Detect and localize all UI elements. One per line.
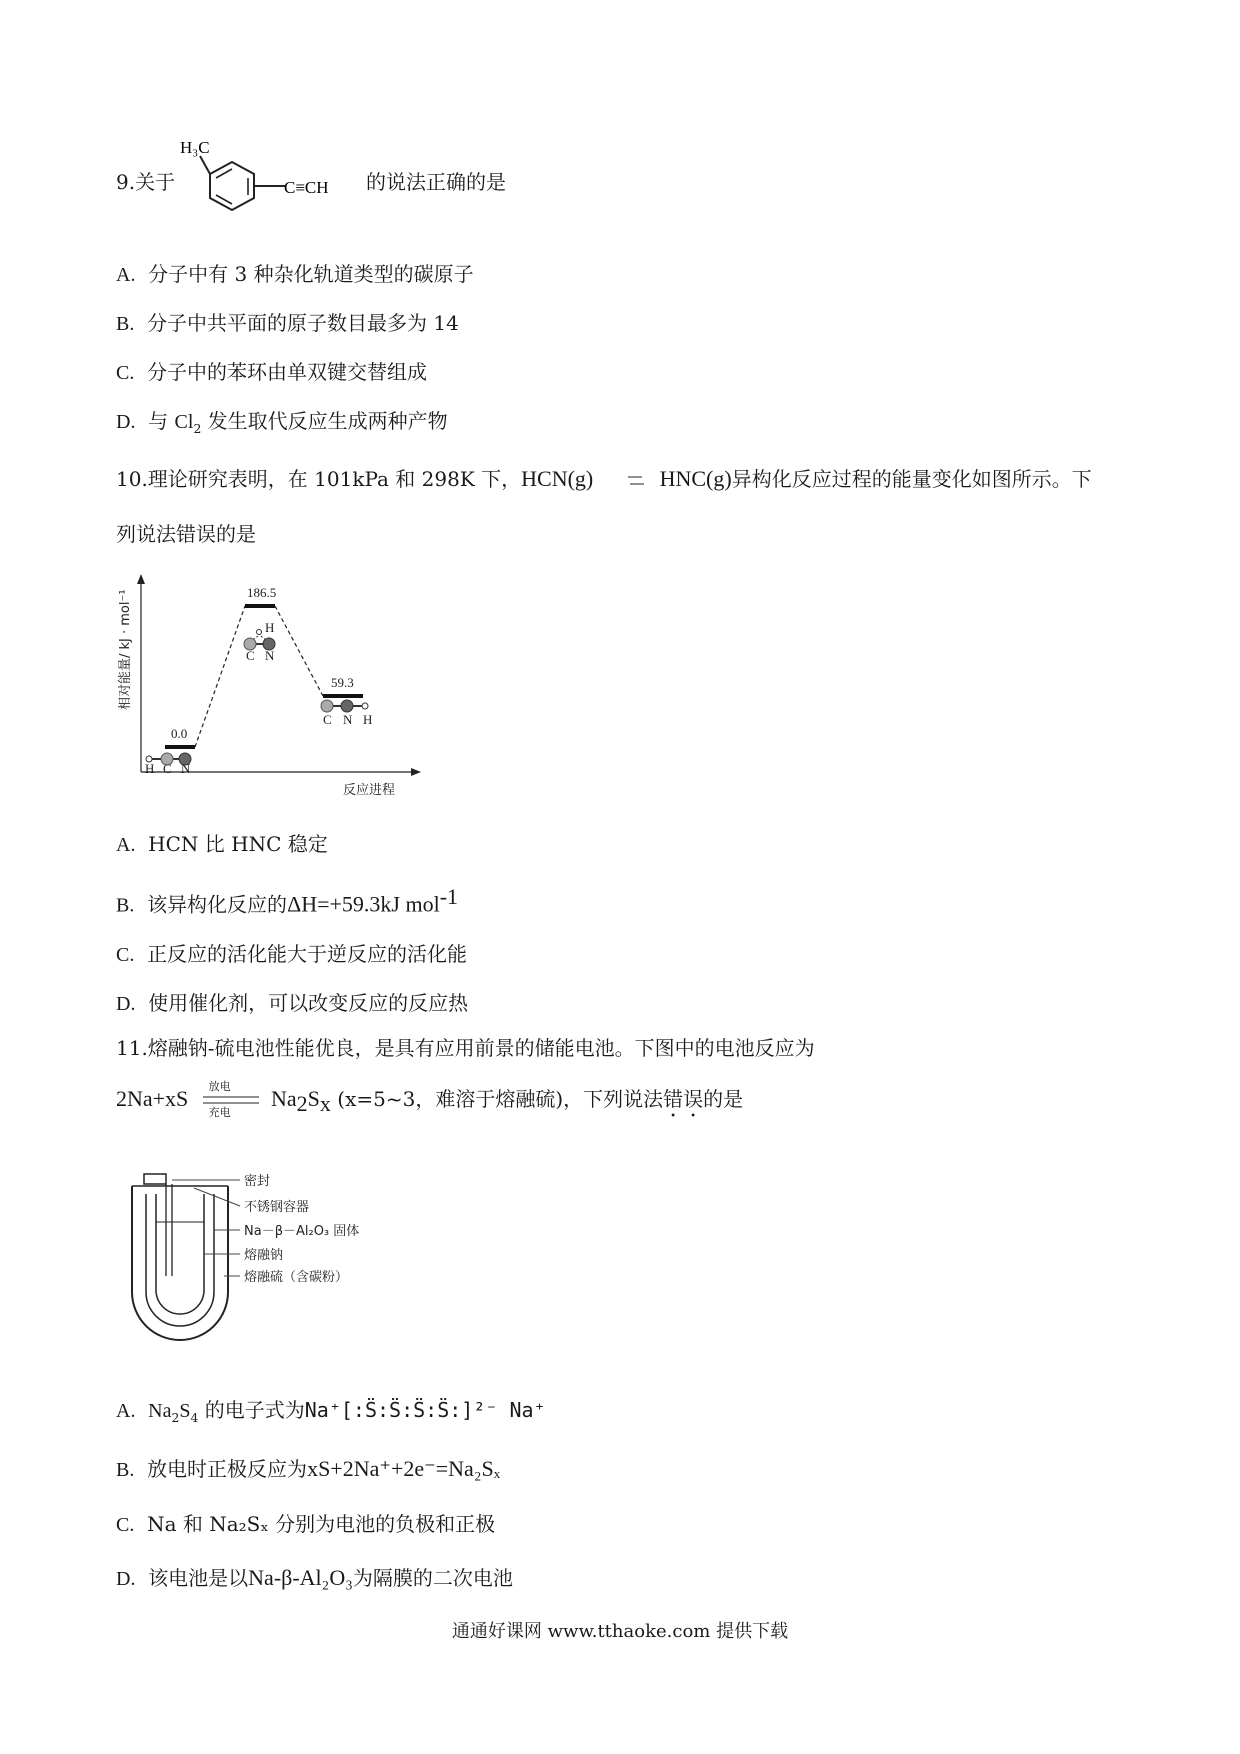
label-molten-sodium: 熔融钠 — [244, 1248, 284, 1263]
q11-stem-line1: 11.熔融钠-硫电池性能优良，是具有应用前景的储能电池。下图中的电池反应为 — [116, 1036, 815, 1060]
atom-label: C — [163, 761, 172, 776]
atom-label: H — [145, 761, 155, 776]
q10-option-b: B. 该异构化反应的ΔH=+59.3kJ mol$^{-1}$ — [116, 884, 459, 917]
q11-option-d: D. 该电池是以Na-β-Al₂O₃为隔膜的二次电池 — [116, 1565, 513, 1590]
q9-option-b: B. 分子中共平面的原子数目最多为 14 — [116, 311, 459, 335]
atom-n — [341, 700, 353, 712]
atom-label: C — [323, 712, 332, 727]
q9-option-c: C. 分子中的苯环由单双键交替组成 — [116, 360, 428, 384]
x-axis-label: 反应进程 — [343, 783, 396, 798]
x-axis-arrow-icon — [411, 768, 421, 776]
y-axis-arrow-icon — [137, 574, 145, 584]
leader-line — [194, 1188, 240, 1206]
page-footer: 通通好课网 www.tthaoke.com 提供下载 — [451, 1621, 789, 1642]
level-value-label: 59.3 — [331, 675, 354, 690]
q10-option-c: C. 正反应的活化能大于逆反应的活化能 — [116, 942, 468, 966]
q9-number: 9.关于 — [116, 170, 176, 194]
y-axis-label: 相对能量/ kJ · mol⁻¹ — [118, 589, 133, 710]
q11-battery-diagram — [130, 1172, 430, 1342]
seal-cap — [144, 1174, 166, 1184]
sodium-tube — [156, 1194, 204, 1314]
label-beta-alumina: Na－β－Al₂O₃ 固体 — [244, 1224, 360, 1239]
atom-h — [362, 703, 368, 709]
reversible-arrow-icon — [201, 1094, 261, 1106]
label-seal: 密封 — [244, 1174, 271, 1189]
atom-c — [321, 700, 333, 712]
q9-methyl-label: H₃C — [180, 138, 210, 157]
q11-option-b: B. 放电时正极反应为xS+2Na⁺+2e⁻=Na₂Sₓ — [116, 1456, 501, 1481]
atom-label: N — [181, 761, 191, 776]
q10-option-d: D. 使用催化剂，可以改变反应的反应热 — [116, 991, 469, 1015]
q11-equation: 2Na+xS 放电 充电 $Na_2S_x$ (x=5~3，难溶于熔融硫)，下列说法错误的是 — [116, 1079, 744, 1119]
atom-label: N — [343, 712, 353, 727]
path-dashed — [195, 606, 245, 747]
q11-option-c: C. Na 和 Na₂Sₓ 分别为电池的负极和正极 — [116, 1512, 496, 1536]
label-container: 不锈钢容器 — [244, 1200, 310, 1215]
atom-label: H — [265, 620, 275, 635]
q9-option-d: D. 与 $Cl_2$ 发生取代反应生成两种产物 — [116, 409, 448, 436]
path-dashed — [275, 606, 323, 696]
q9-suffix: 的说法正确的是 — [366, 170, 506, 194]
charge-discharge-arrow: 放电 充电 — [195, 1088, 265, 1114]
q10-stem: 10.理论研究表明，在 101kPa 和 298K 下，HCN(g) HNC(g)异构化反应过程的能量变化如图所示。下 — [116, 466, 1092, 491]
methyl-bond — [200, 156, 210, 174]
atom-label: H — [363, 712, 373, 727]
q10-option-a: A. HCN 比 HNC 稳定 — [116, 832, 328, 856]
atom-label: C — [246, 648, 255, 663]
q9-alkyne-label: C≡CH — [284, 178, 329, 197]
atom-label: N — [265, 648, 275, 663]
q9-structure-diagram — [180, 138, 360, 228]
q9-option-a: A. 分子中有 3 种杂化轨道类型的碳原子 — [116, 262, 474, 286]
reversible-arrow-icon — [626, 472, 646, 490]
q10-stem-line2: 列说法错误的是 — [116, 522, 256, 546]
label-molten-sulfur: 熔融硫（含碳粉） — [244, 1270, 349, 1285]
q10-energy-diagram — [115, 572, 435, 802]
level-value-label: 186.5 — [247, 585, 277, 600]
q11-option-a: A. $Na_2S_4$ 的电子式为Na⁺[:S̈:S̈:S̈:S̈:]²⁻ Na⁺ — [116, 1398, 546, 1425]
level-value-label: 0.0 — [171, 726, 188, 741]
